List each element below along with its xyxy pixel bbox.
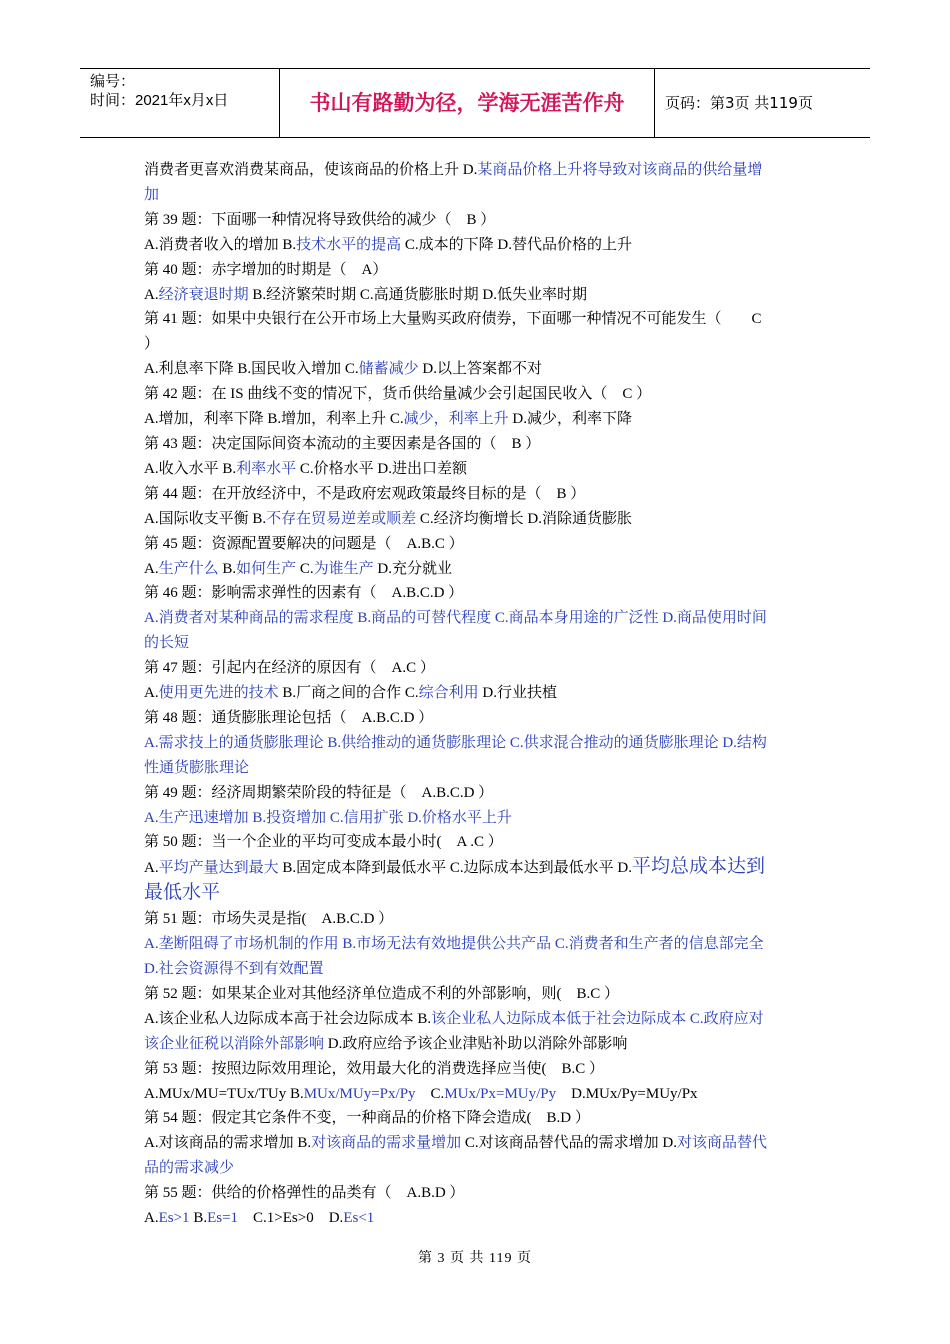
text-segment: C.经济均衡增长 D.消除通货膨胀	[416, 510, 632, 527]
answer-text: 经济衰退时期	[158, 286, 249, 303]
text-line	[144, 957, 810, 982]
header-page-info: 页码：第3页 共119页	[665, 94, 813, 112]
text-line	[144, 457, 810, 482]
answer-text: MUx/MUy=Px/Py	[303, 1085, 416, 1102]
text-line	[144, 606, 810, 631]
answer-text: 最低水平	[144, 882, 221, 904]
text-line	[144, 855, 810, 881]
text-segment: C.价格水平 D.进出口差额	[296, 460, 467, 477]
text-segment: B.厂商之间的合作 C.	[278, 685, 419, 702]
answer-text: 如何生产	[236, 560, 297, 577]
text-line	[144, 656, 810, 681]
text-segment: 消费者更喜欢消费某商品，使该商品的价格上升 D.	[144, 162, 478, 178]
text-line	[144, 158, 810, 183]
text-segment: 第 45 题：资源配置要解决的问题是（ A.B.C ）	[144, 535, 464, 552]
text-line	[144, 982, 810, 1007]
text-line	[144, 1057, 810, 1082]
text-segment: B.经济繁荣时期 C.高通货膨胀时期 D.低失业率时期	[248, 286, 587, 303]
text-line	[144, 208, 810, 233]
answer-text: 的长短	[144, 635, 190, 652]
text-line	[144, 532, 810, 557]
text-line	[144, 881, 810, 907]
text-segment: C.1>Es>0 D.	[238, 1210, 344, 1227]
answer-text: A.消费者对某种商品的需求程度 B.商品的可替代程度 C.商品本身用途的广泛性 D.商品使用时间	[144, 610, 767, 627]
text-segment: 第 41 题：如果中央银行在公开市场上大量购买政府债券，下面哪一种情况不可能发生（ C	[144, 311, 762, 328]
answer-text: A.垄断阻碍了市场机制的作用 B.市场无法有效地提供公共产品 C.消费者和生产者的信息部完全	[144, 936, 764, 953]
text-line	[144, 806, 810, 831]
answer-text: MUx/Px=MUy/Py	[444, 1085, 557, 1102]
text-segment: A.该企业私人边际成本高于社会边际成本 B.	[144, 1010, 432, 1027]
answer-text: 品的需求减少	[144, 1160, 235, 1177]
text-segment: 第 54 题：假定其它条件不变，一种商品的价格下降会造成( B.D ）	[144, 1110, 590, 1127]
time-label: 时间：2021年x月x日	[90, 92, 229, 109]
text-segment: D.充分就业	[373, 560, 453, 577]
text-segment: A.利息率下降 B.国民收入增加 C.	[144, 361, 359, 378]
text-segment: A.	[144, 860, 159, 877]
text-line	[144, 731, 810, 756]
answer-text: 平均总成本达到	[631, 856, 765, 878]
text-line	[144, 830, 810, 855]
text-line	[144, 183, 810, 208]
text-line	[144, 482, 810, 507]
answer-text: 生产什么	[158, 560, 219, 577]
text-segment: 第 48 题：通货膨胀理论包括（ A.B.C.D ）	[144, 709, 434, 726]
text-line	[144, 756, 810, 781]
answer-text: 使用更先进的技术	[158, 685, 279, 702]
text-line	[144, 1032, 810, 1057]
answer-text: 对该商品的需求量增加	[311, 1135, 462, 1152]
text-segment: C.	[415, 1085, 445, 1102]
text-segment: 第 49 题：经济周期繁荣阶段的特征是（ A.B.C.D ）	[144, 784, 494, 801]
text-segment: A.对该商品的需求增加 B.	[144, 1135, 312, 1152]
text-segment: D.政府应给予该企业津贴补助以消除外部影响	[324, 1035, 628, 1052]
text-segment: A.国际收支平衡 B.	[144, 510, 267, 527]
text-segment: D.行业扶植	[478, 685, 557, 702]
text-line	[144, 357, 810, 382]
text-line	[144, 907, 810, 932]
text-segment: D.以上答案都不对	[418, 361, 542, 378]
document-body	[144, 158, 810, 1231]
text-line	[144, 681, 810, 706]
text-segment: D.减少，利率下降	[508, 411, 632, 428]
text-segment: C.成本的下降 D.替代品价格的上升	[401, 236, 632, 253]
text-line	[144, 1181, 810, 1206]
text-line	[144, 1206, 810, 1231]
text-segment: 第 55 题：供给的价格弹性的品类有（ A.B.D ）	[144, 1185, 465, 1202]
page-footer: 第 3 页 共 119 页	[418, 1251, 532, 1266]
text-segment: C.	[296, 560, 314, 577]
answer-text: 性通货膨胀理论	[144, 759, 250, 776]
text-segment: ）	[144, 336, 160, 353]
text-line	[144, 432, 810, 457]
text-segment: A.增加，利率下降 B.增加，利率上升 C.	[144, 411, 404, 428]
answer-text: Es=1	[207, 1210, 239, 1227]
text-segment: 第 53 题：按照边际效用理论，效用最大化的消费选择应当使( B.C ）	[144, 1060, 605, 1077]
answer-text: Es>1	[158, 1210, 190, 1227]
text-segment: 第 43 题：决定国际间资本流动的主要因素是各国的（ B ）	[144, 435, 541, 452]
answer-text: 该企业私人边际成本低于社会边际成本 C.政府应对	[431, 1010, 764, 1027]
text-line	[144, 283, 810, 308]
text-segment: 第 40 题：赤字增加的时期是（ A）	[144, 261, 388, 278]
text-line	[144, 1156, 810, 1181]
text-segment: C.对该商品替代品的需求增加 D.	[461, 1135, 677, 1152]
answer-text: 某商品价格上升将导致对该商品的供给量增	[477, 162, 763, 178]
answer-text: 该企业征税以消除外部影响	[144, 1035, 325, 1052]
header-meta	[80, 69, 280, 137]
text-segment: 第 51 题：市场失灵是指( A.B.C.D ）	[144, 911, 394, 928]
text-segment: 第 50 题：当一个企业的平均可变成本最小时( A .C ）	[144, 834, 503, 851]
text-segment: A.收入水平 B.	[144, 460, 237, 477]
text-line	[144, 1131, 810, 1156]
text-segment: 第 42 题：在 IS 曲线不变的情况下，货币供给量减少会引起国民收入（ C ）	[144, 386, 652, 403]
text-line	[144, 407, 810, 432]
page-header	[80, 68, 870, 138]
text-line	[144, 507, 810, 532]
answer-text: 利率水平	[236, 460, 297, 477]
text-segment: A.	[144, 560, 159, 577]
answer-text: D.社会资源得不到有效配置	[144, 961, 324, 977]
answer-text: 加	[144, 186, 160, 203]
text-segment: A.	[144, 1210, 159, 1227]
text-line	[144, 382, 810, 407]
number-label: 编号：	[90, 73, 136, 90]
text-segment: 第 46 题：影响需求弹性的因素有（ A.B.C.D ）	[144, 585, 464, 602]
text-line	[144, 1082, 810, 1107]
text-line	[144, 706, 810, 731]
text-line	[144, 1007, 810, 1032]
answer-text: 储蓄减少	[358, 361, 419, 378]
text-line	[144, 581, 810, 606]
text-segment: A.MUx/MU=TUx/TUy B.	[144, 1085, 304, 1102]
answer-text: 减少，利率上升	[403, 411, 509, 428]
text-segment: B.	[218, 560, 237, 577]
text-segment: 第 39 题：下面哪一种情况将导致供给的减少（ B ）	[144, 211, 496, 228]
text-line	[144, 557, 810, 582]
text-line	[144, 258, 810, 283]
answer-text: 综合利用	[418, 685, 479, 702]
text-segment: 第 52 题：如果某企业对其他经济单位造成不利的外部影响，则( B.C ）	[144, 985, 620, 1002]
answer-text: 平均产量达到最大	[158, 860, 279, 877]
text-segment: A.	[144, 685, 159, 702]
answer-text: Es<1	[343, 1210, 375, 1227]
answer-text: 为谁生产	[313, 560, 374, 577]
header-motto: 书山有路勤为径，学海无涯苦作舟	[280, 69, 655, 137]
text-line	[144, 307, 810, 332]
text-line	[144, 781, 810, 806]
text-segment: D.MUx/Py=MUy/Px	[556, 1085, 698, 1102]
text-segment: A.消费者收入的增加 B.	[144, 236, 297, 253]
text-segment: B.固定成本降到最低水平 C.边际成本达到最低水平 D.	[278, 860, 632, 877]
text-line	[144, 631, 810, 656]
text-segment: A.	[144, 286, 159, 303]
answer-text: 对该商品替代	[676, 1135, 767, 1152]
text-line	[144, 233, 810, 258]
answer-text: 不存在贸易逆差或顺差	[266, 510, 417, 527]
text-segment: 第 44 题：在开放经济中，不是政府宏观政策最终目标的是（ B ）	[144, 485, 586, 502]
text-line	[144, 332, 810, 357]
answer-text: 技术水平的提高	[296, 236, 402, 253]
text-line	[144, 1106, 810, 1131]
text-segment: 第 47 题：引起内在经济的原因有（ A.C ）	[144, 660, 435, 677]
answer-text: A.需求技上的通货膨胀理论 B.供给推动的通货膨胀理论 C.供求混合推动的通货膨胀理论 D.结构	[144, 734, 767, 751]
answer-text: A.生产迅速增加 B.投资增加 C.信用扩张 D.价格水平上升	[144, 809, 512, 826]
text-segment: B.	[189, 1210, 208, 1227]
text-line	[144, 932, 810, 957]
